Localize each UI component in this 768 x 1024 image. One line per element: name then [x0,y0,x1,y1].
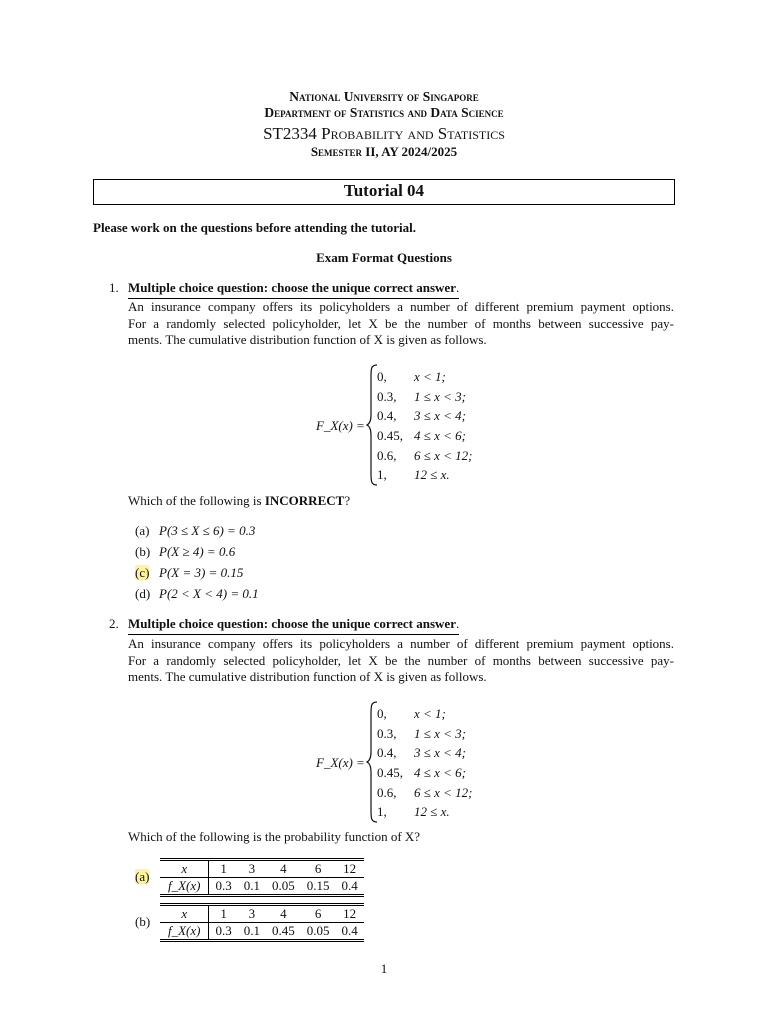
course-code: ST2334 [263,124,317,143]
table-row-header: f_X(x) [160,923,209,941]
cdf-condition: 1 ≤ x < 3; [414,725,467,741]
cdf-row [377,704,473,724]
table-cell: 0.3 [209,923,238,941]
table-cell: 1 [209,860,238,878]
question-2-line: For a randomly selected policyholder, let X be the number of months between successive pay- [128,652,674,668]
cdf-lhs: F_X(x) = [316,418,365,433]
tutorial-title: Tutorial 04 [93,179,675,205]
cdf-rows [377,367,473,485]
table-option-label: (a) [135,869,150,884]
table-cell: 4 [266,905,301,923]
option-label: (a) [135,523,150,538]
table-cell: 3 [238,905,266,923]
option-text: P(3 ≤ X ≤ 6) = 0.3 [159,523,256,538]
table-cell: 12 [335,860,363,878]
table-cell: 0.05 [301,923,336,941]
cdf-value: 0, [377,369,387,384]
option-a [135,522,255,540]
table-row [160,905,364,923]
cdf-row [377,783,473,803]
cdf-value: 0.45, [377,765,403,781]
cdf-row [377,465,473,485]
option-b [135,543,235,561]
question-1-cdf [316,367,516,485]
table-option-label: (b) [135,914,151,929]
cdf-condition: x < 1; [414,369,446,384]
university-name: National University of Singapore [289,89,479,104]
cdf-condition: 1 ≤ x < 3; [414,388,467,404]
question-1-line: For a randomly selected policyholder, let X be the number of months between successive pay- [128,315,674,331]
table-cell: 1 [209,905,238,923]
question-1-ask: Which of the following is INCORRECT? [128,493,351,508]
cdf-row [377,446,473,466]
cdf-row [377,743,473,763]
table-row [160,923,364,941]
probability-table-a [160,858,364,897]
table-row-header: x [160,905,209,923]
cdf-condition: 3 ≤ x < 4; [414,408,467,424]
table-cell: 6 [301,905,336,923]
cdf-lhs: F_X(x) = [316,755,365,770]
cdf-value: 0, [377,706,387,721]
table-cell: 0.4 [335,878,363,896]
cdf-row [377,387,473,407]
table-cell: 4 [266,860,301,878]
question-2-line: An insurance company offers its policyholders a number of different premium payment options. [128,636,674,651]
department-name: Department of Statistics and Data Science [264,105,504,120]
cdf-rows [377,704,473,822]
cdf-row [377,426,473,446]
option-text: P(X ≥ 4) = 0.6 [159,544,236,559]
cdf-value: 0.6, [377,447,397,463]
cdf-value: 0.45, [377,428,403,444]
table-cell: 12 [335,905,363,923]
table-cell: 0.15 [301,878,336,896]
course-name: Probability and Statistics [321,124,505,143]
cdf-row [377,724,473,744]
cdf-value: 1, [377,467,387,483]
question-1-text [128,299,674,349]
option-d [135,585,259,603]
table-cell: 6 [301,860,336,878]
cdf-condition: 6 ≤ x < 12; [414,784,473,800]
cdf-condition: 6 ≤ x < 12; [414,447,473,463]
table-cell: 0.45 [266,923,301,941]
cdf-value: 0.4, [377,745,397,761]
cdf-condition: x < 1; [414,706,446,721]
table-row-header: x [160,860,209,878]
question-1-line: ments. The cumulative distribution function of X is given as follows. [128,332,487,347]
option-text: P(2 < X < 4) = 0.1 [159,586,259,601]
option-label: (d) [135,586,151,601]
table-cell: 0.05 [266,878,301,896]
cdf-value: 0.3, [377,725,397,741]
cdf-row [377,763,473,783]
semester: Semester II, AY 2024/2025 [310,144,458,159]
table-cell: 0.3 [209,878,238,896]
cdf-row [377,367,473,387]
option-text: P(X = 3) = 0.15 [159,565,244,580]
cdf-row [377,406,473,426]
cdf-condition: 12 ≤ x. [414,804,450,820]
section-title: Exam Format Questions [316,250,452,265]
table-row [160,878,364,896]
table-row [160,860,364,878]
option-label: (c) [135,565,150,580]
question-2-title: Multiple choice question: choose the unique correct answer. [128,615,459,635]
question-2-ask: Which of the following is the probability function of X? [128,829,421,844]
question-1-line: An insurance company offers its policyholders a number of different premium payment options. [128,299,674,314]
table-cell: 3 [238,860,266,878]
question-2-line: ments. The cumulative distribution function of X is given as follows. [128,669,487,684]
option-c [135,564,243,582]
cdf-condition: 3 ≤ x < 4; [414,745,467,761]
question-2-text [128,636,674,686]
intro-note: Please work on the questions before attending the tutorial. [93,220,416,235]
probability-table-b [160,903,364,942]
table-cell: 0.1 [238,878,266,896]
cdf-row [377,802,473,822]
question-2-cdf [316,704,516,822]
question-1-title: Multiple choice question: choose the unique correct answer. [128,279,459,299]
cdf-value: 1, [377,804,387,820]
cdf-condition: 4 ≤ x < 6; [414,428,467,444]
page-number: 1 [380,961,388,976]
table-row-header: f_X(x) [160,878,209,896]
table-cell: 0.4 [335,923,363,941]
cdf-condition: 4 ≤ x < 6; [414,765,467,781]
table-cell: 0.1 [238,923,266,941]
cdf-value: 0.4, [377,408,397,424]
ask-emphasis: INCORRECT [264,493,345,508]
cdf-value: 0.6, [377,784,397,800]
option-label: (b) [135,544,151,559]
cdf-condition: 12 ≤ x. [414,467,450,483]
cdf-value: 0.3, [377,388,397,404]
question-1-number: 1. [109,280,119,295]
question-2-number: 2. [109,616,119,631]
